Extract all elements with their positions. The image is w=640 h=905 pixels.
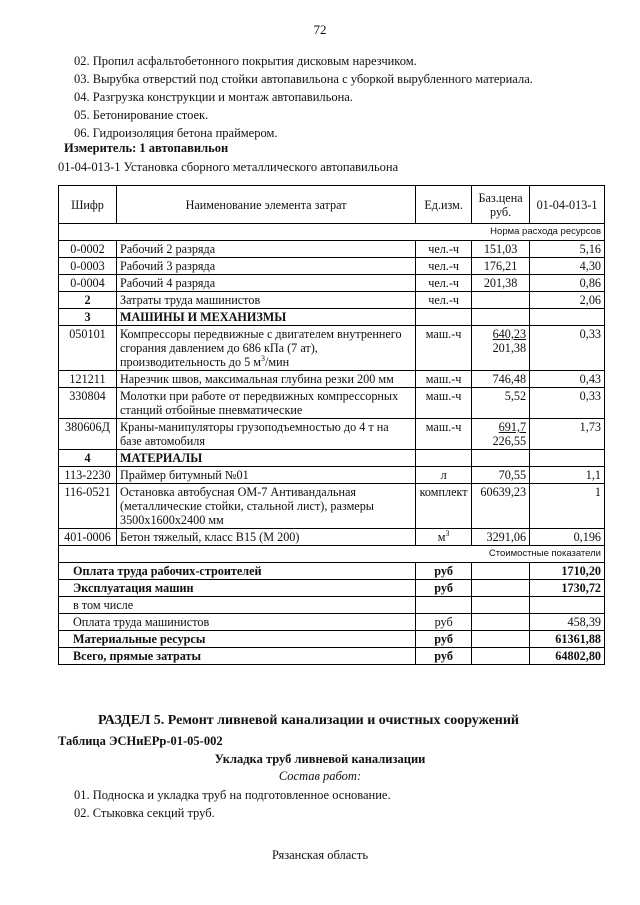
section-heading: МАШИНЫ И МЕХАНИЗМЫ [116, 309, 415, 326]
cell-name: Бетон тяжелый, класс В15 (М 200) [116, 529, 415, 546]
cell-name: Краны-манипуляторы грузоподъемностью до 4 т на базе автомобиля [116, 419, 415, 450]
cell-name: Рабочий 4 разряда [116, 275, 415, 292]
cell-value: 2,06 [530, 292, 605, 309]
total-unit: руб [416, 580, 472, 597]
norm-code-line: 01-04-013-1 Установка сборного металлического автопавильона [58, 160, 399, 174]
total-value: 61361,88 [530, 631, 605, 648]
page-number: 72 [313, 22, 327, 37]
work-item: 02. Стыковка секций труб. [74, 806, 215, 820]
work-item: 01. Подноска и укладка труб на подготовленное основание. [74, 788, 391, 802]
cell-cipher: 4 [59, 450, 117, 467]
cell-cipher: 0-0002 [59, 241, 117, 258]
cell-unit: чел.-ч [416, 292, 472, 309]
total-unit: руб [416, 614, 472, 631]
table-row [59, 241, 605, 258]
cell-cipher: 0-0003 [59, 258, 117, 275]
cell-cipher: 050101 [59, 326, 117, 371]
table-row [59, 258, 605, 275]
cell-cipher: 2 [59, 292, 117, 309]
total-row [59, 580, 605, 597]
cell-name: Молотки при работе от передвижных компрессорных станций отбойные пневматические [116, 388, 415, 419]
resource-table [58, 185, 605, 665]
cell-cipher: 113-2230 [59, 467, 117, 484]
section-subtitle: Укладка труб ливневой канализации [214, 752, 426, 766]
cell-unit: маш.-ч [416, 388, 472, 419]
total-label: Оплата труда машинистов [59, 614, 416, 631]
table-row [59, 371, 605, 388]
total-unit: руб [416, 631, 472, 648]
measure-unit: Измеритель: 1 автопавильон [64, 141, 229, 155]
cell-unit: маш.-ч [416, 326, 472, 371]
cell-name: Праймер битумный №01 [116, 467, 415, 484]
cell-value: 0,43 [530, 371, 605, 388]
cell-price: 60639,23 [472, 484, 530, 529]
cell-cipher: 3 [59, 309, 117, 326]
cost-label-row [59, 546, 605, 563]
total-label: Всего, прямые затраты [59, 648, 416, 665]
table-header-row [59, 186, 605, 224]
total-unit: руб [416, 563, 472, 580]
cell-cipher: 401-0006 [59, 529, 117, 546]
cell-unit: л [416, 467, 472, 484]
cell-unit: чел.-ч [416, 275, 472, 292]
total-value: 1710,20 [530, 563, 605, 580]
cell-value: 0,196 [530, 529, 605, 546]
total-value: 458,39 [530, 614, 605, 631]
section-title: РАЗДЕЛ 5. Ремонт ливневой канализации и очистных сооружений [98, 713, 519, 728]
header-price: Баз.цена руб. [472, 186, 530, 224]
table-row [59, 292, 605, 309]
table-row [59, 326, 605, 371]
cell-name: Рабочий 3 разряда [116, 258, 415, 275]
work-composition-label: Состав работ: [278, 769, 362, 783]
cell-price: 70,55 [472, 467, 530, 484]
work-item: 03. Вырубка отверстий под стойки автопавильона с уборкой вырубленного материала. [74, 72, 533, 86]
total-unit [416, 597, 472, 614]
cell-value: 1,1 [530, 467, 605, 484]
table-row [59, 484, 605, 529]
cell-price: 3291,06 [472, 529, 530, 546]
section-row [59, 450, 605, 467]
cell-unit: маш.-ч [416, 371, 472, 388]
norm-label: Норма расхода ресурсов [59, 224, 605, 241]
section-heading: МАТЕРИАЛЫ [116, 450, 415, 467]
cell-price: 201,38 [472, 275, 530, 292]
cell-value: 0,33 [530, 326, 605, 371]
total-row [59, 631, 605, 648]
table-row [59, 275, 605, 292]
total-row [59, 597, 605, 614]
work-item: 05. Бетонирование стоек. [74, 108, 209, 122]
header-unit: Ед.изм. [416, 186, 472, 224]
total-row [59, 614, 605, 631]
cell-price: 151,03 [472, 241, 530, 258]
header-name: Наименование элемента затрат [116, 186, 415, 224]
cell-price: 176,21 [472, 258, 530, 275]
total-label: Эксплуатация машин [59, 580, 416, 597]
cell-value: 4,30 [530, 258, 605, 275]
table-id: Таблица ЭСНиЕРр-01-05-002 [58, 734, 223, 748]
cell-value: 5,16 [530, 241, 605, 258]
work-item: 04. Разгрузка конструкции и монтаж автопавильона. [74, 90, 353, 104]
header-cipher: Шифр [59, 186, 117, 224]
cell-name: Остановка автобусная ОМ-7 Антивандальная (металлические стойки, стальной лист), размеры 3500х1600х2400 мм [116, 484, 415, 529]
total-unit: руб [416, 648, 472, 665]
cell-cipher: 0-0004 [59, 275, 117, 292]
cell-unit: чел.-ч [416, 241, 472, 258]
cell-name: Рабочий 2 разряда [116, 241, 415, 258]
cell-unit: чел.-ч [416, 258, 472, 275]
page-footer: Рязанская область [271, 848, 369, 862]
table-row [59, 419, 605, 450]
cell-price: 5,52 [472, 388, 530, 419]
cell-name: Компрессоры передвижные с двигателем внутреннего сгорания давлением до 686 кПа (7 ат), производительность до 5 $м^3$/мин [116, 326, 415, 371]
work-item: 02. Пропил асфальтобетонного покрытия дисковым нарезчиком. [74, 54, 417, 68]
header-code: 01-04-013-1 [530, 186, 605, 224]
cell-unit: маш.-ч [416, 419, 472, 450]
cell-cipher: 116-0521 [59, 484, 117, 529]
norm-label-row [59, 224, 605, 241]
total-label: Материальные ресурсы [59, 631, 416, 648]
cell-value: 0,33 [530, 388, 605, 419]
work-item: 06. Гидроизоляция бетона праймером. [74, 126, 278, 140]
total-label: в том числе [59, 597, 416, 614]
cell-cipher: 380606Д [59, 419, 117, 450]
cell-name: Нарезчик швов, максимальная глубина резки 200 мм [116, 371, 415, 388]
cell-value: 1 [530, 484, 605, 529]
cell-cipher: 330804 [59, 388, 117, 419]
table-row [59, 388, 605, 419]
cell-price: 640,23 201,38 [472, 326, 530, 371]
cell-unit: комплект [416, 484, 472, 529]
table-row [59, 529, 605, 546]
total-label: Оплата труда рабочих-строителей [59, 563, 416, 580]
table-row [59, 467, 605, 484]
cell-value: 1,73 [530, 419, 605, 450]
cell-price: 746,48 [472, 371, 530, 388]
section-row [59, 309, 605, 326]
total-row [59, 648, 605, 665]
cost-label: Стоимостные показатели [59, 546, 605, 563]
cell-cipher: 121211 [59, 371, 117, 388]
total-row [59, 563, 605, 580]
cell-price: 691,7 226,55 [472, 419, 530, 450]
cell-value: 0,86 [530, 275, 605, 292]
total-value [530, 597, 605, 614]
cell-price [472, 292, 530, 309]
cell-unit: $м^3$ [416, 529, 472, 546]
total-value: 1730,72 [530, 580, 605, 597]
total-value: 64802,80 [530, 648, 605, 665]
cell-name: Затраты труда машинистов [116, 292, 415, 309]
